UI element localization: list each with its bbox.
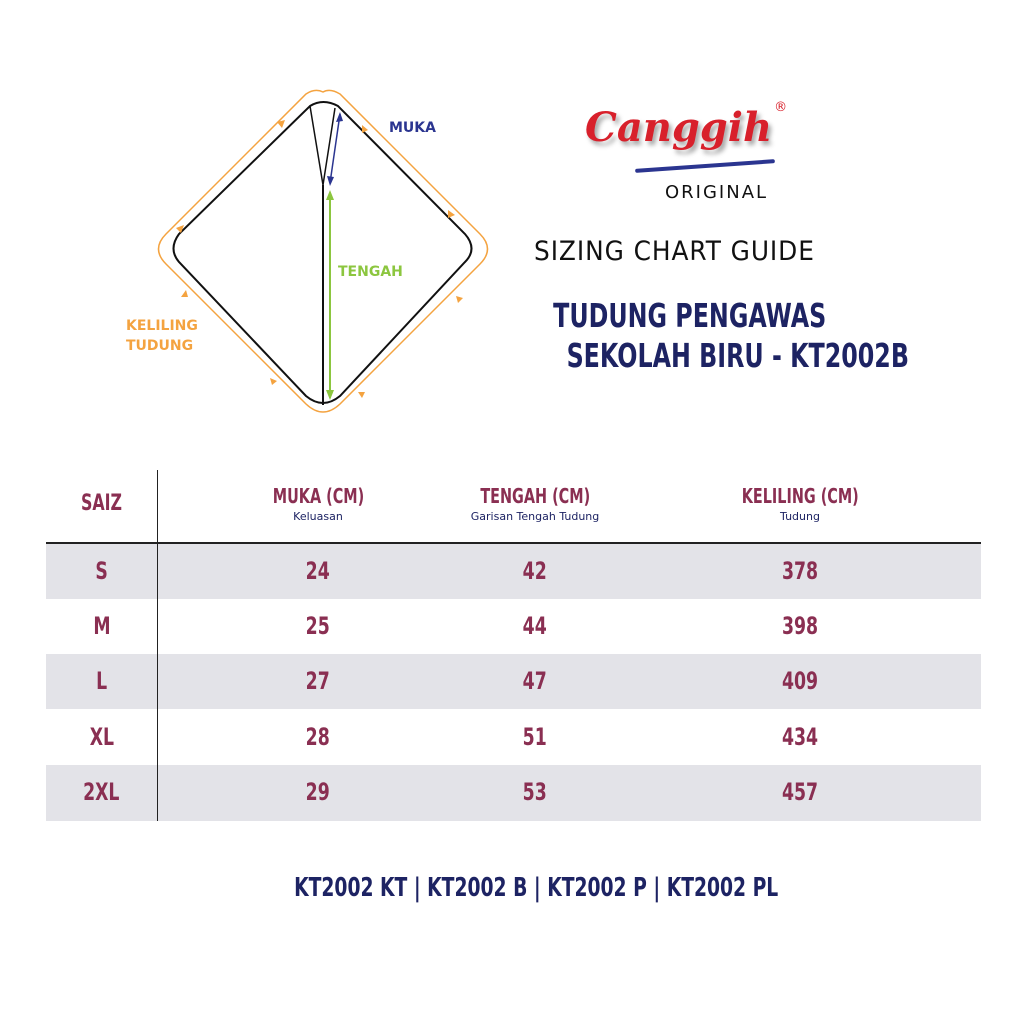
product-title-1: TUDUNG PENGAWAS (553, 296, 827, 335)
muka-arrow (330, 114, 340, 183)
logo-swoosh (635, 159, 775, 173)
tudung-diagram (0, 0, 520, 440)
table-row: XL 28 51 434 (89, 723, 819, 751)
table-row: 2XL 29 53 457 (46, 765, 981, 821)
keliling-label-2: TUDUNG (126, 338, 194, 354)
logo-registered: ® (774, 100, 788, 115)
product-codes: KT2002 KT | KT2002 B | KT2002 P | KT2002 PL (294, 873, 779, 903)
logo-wordmark (585, 100, 815, 156)
product-title-2: SEKOLAH BIRU - KT2002B (566, 336, 909, 375)
muka-label: MUKA (389, 120, 436, 136)
table-row: M 25 44 398 (92, 612, 819, 640)
size-table (46, 470, 981, 821)
keliling-label-1: KELILING (126, 318, 198, 334)
header-tengah: TENGAH (CM) Garisan Tengah Tudung (470, 484, 600, 523)
brand-logo (585, 100, 815, 210)
column-divider (157, 470, 158, 821)
logo-script: Canggih (585, 104, 773, 151)
header-keliling: KELILING (CM) Tudung (741, 484, 859, 523)
page-heading: SIZING CHART GUIDE (534, 236, 815, 267)
header-muka: MUKA (CM) Keluasan (272, 484, 364, 523)
tengah-label: TENGAH (338, 264, 403, 280)
table-row: L 27 47 409 (46, 654, 981, 709)
logo-subtitle: ORIGINAL (665, 182, 769, 203)
header-saiz: SAIZ (80, 491, 123, 516)
table-row: S 24 42 378 (46, 544, 981, 599)
